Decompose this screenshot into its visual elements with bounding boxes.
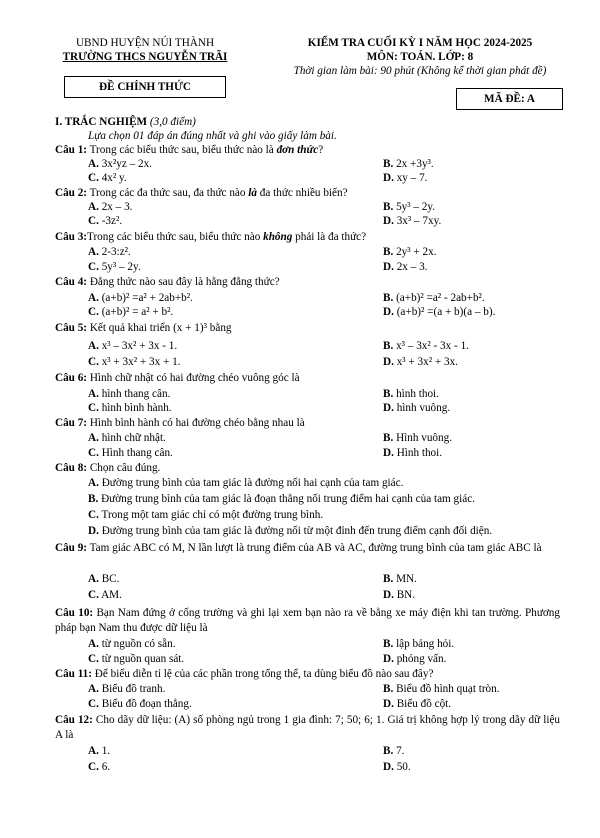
q9-option-b: B. MN. [383, 573, 417, 585]
header-right [260, 36, 580, 78]
q12-option-b: B. 7. [383, 745, 405, 757]
q7-option-d: D. Hình thoi. [383, 447, 443, 459]
question-8: Câu 8: Chọn câu đúng. [55, 462, 161, 474]
question-3: Câu 3:Trong các biểu thức sau, biểu thức nào không phải là đa thức? [55, 231, 367, 243]
q1-option-d: D. xy – 7. [383, 172, 428, 184]
q10-option-c: C. từ nguồn quan sát. [88, 653, 185, 665]
q3-option-d: D. 2x – 3. [383, 261, 428, 273]
q9-option-d: D. BN. [383, 589, 416, 601]
q9-option-c: C. AM. [88, 589, 122, 601]
q12-option-a: A. 1. [88, 745, 111, 757]
q5-option-c: C. x³ + 3x² + 3x + 1. [88, 356, 181, 368]
school-name: TRƯỜNG THCS NGUYỄN TRÃI [62, 51, 228, 63]
q3-option-c: C. 5y³ – 2y. [88, 261, 141, 273]
q11-option-c: C. Biểu đồ đoạn thẳng. [88, 698, 192, 710]
section-points: (3,0 điểm) [149, 116, 196, 128]
q8-option-b: B. Đường trung bình của tam giác là đoạn thẳng nối trung điểm hai cạnh của tam giác. [88, 493, 475, 505]
q2-option-a: A. 2x – 3. [88, 201, 133, 213]
q12-option-d: D. 50. [383, 761, 411, 773]
q12-option-c: C. 6. [88, 761, 111, 773]
question-1: Câu 1: Trong các biểu thức sau, biểu thức nào là đơn thức? [55, 144, 324, 156]
question-10: Câu 10: Bạn Nam đứng ở cổng trường và ghi lại xem bạn nào ra về bằng xe máy điện khi tan trường. Phương pháp bạn Nam thu được dữ liệu là [55, 607, 560, 634]
q2-option-b: B. 5y³ – 2y. [383, 201, 436, 213]
q1-option-a: A. 3x²yz – 2x. [88, 158, 152, 170]
q1-option-c: C. 4x² y. [88, 172, 127, 184]
q6-option-c: C. hình bình hành. [88, 402, 172, 414]
q4-option-d: D. (a+b)² =(a + b)(a – b). [383, 306, 496, 318]
question-9: Câu 9: Tam giác ABC có M, N lần lượt là trung điểm của AB và AC, đường trung bình của tam giác ABC là [55, 542, 542, 554]
q2-option-d: D. 3x³ – 7xy. [383, 215, 442, 227]
q10-option-a: A. từ nguồn có sẵn. [88, 638, 176, 650]
question-4: Câu 4: Đẳng thức nào sau đây là hằng đẳng thức? [55, 276, 280, 288]
question-11: Câu 11: Để biểu diễn tỉ lệ của các phần trong tổng thể, ta dùng biểu đồ nào sau đây? [55, 668, 434, 680]
q6-option-b: B. hình thoi. [383, 388, 439, 400]
q11-option-b: B. Biểu đồ hình quạt tròn. [383, 683, 500, 695]
section-title: I. TRẮC NGHIỆM [55, 116, 148, 128]
section-heading [55, 116, 196, 129]
q4-option-a: A. (a+b)² =a² + 2ab+b². [88, 292, 193, 304]
q10-option-b: B. lập bảng hỏi. [383, 638, 455, 650]
q4-option-c: C. (a+b)² = a² + b². [88, 306, 174, 318]
exam-code: MÃ ĐỀ: A [484, 93, 535, 105]
question-2: Câu 2: Trong các đa thức sau, đa thức nào là đa thức nhiều biến? [55, 187, 348, 199]
q6-option-d: D. hình vuông. [383, 402, 451, 414]
q9-option-a: A. BC. [88, 573, 120, 585]
q3-option-a: A. 2-3:z². [88, 246, 131, 258]
q7-option-c: C. Hình thang cân. [88, 447, 173, 459]
header-left [40, 36, 250, 64]
q6-option-a: A. hình thang cân. [88, 388, 171, 400]
q11-option-a: A. Biểu đồ tranh. [88, 683, 166, 695]
question-12: Câu 12: Cho dãy dữ liệu: (A) số phòng ngủ trong 1 gia đình: 7; 50; 6; 1. Giá trị không hợp lý trong dãy dữ liệu A là [55, 714, 560, 741]
question-7: Câu 7: Hình bình hành có hai đường chéo bằng nhau là [55, 417, 305, 429]
q3-option-b: B. 2y³ + 2x. [383, 246, 437, 258]
official-badge [64, 76, 226, 98]
q8-option-c: C. Trong một tam giác chỉ có một đường trung bình. [88, 509, 324, 521]
q1-option-b: B. 2x +3y³. [383, 158, 434, 170]
q11-option-d: D. Biểu đồ cột. [383, 698, 452, 710]
q5-option-b: B. x³ – 3x² - 3x - 1. [383, 340, 469, 352]
q8-option-d: D. Đường trung bình của tam giác là đường nối từ một đỉnh đến trung điểm cạnh đối diện. [88, 525, 493, 537]
official-label: ĐỀ CHÍNH THỨC [99, 81, 191, 93]
question-6: Câu 6: Hình chữ nhật có hai đường chéo vuông góc là [55, 372, 300, 384]
q2-option-c: C. -3z². [88, 215, 123, 227]
district-name: UBND HUYỆN NÚI THÀNH [75, 37, 215, 49]
q10-option-d: D. phỏng vấn. [383, 653, 447, 665]
section-instruction: Lựa chọn 01 đáp án đúng nhất và ghi vào giấy làm bài. [88, 130, 337, 142]
q5-option-d: D. x³ + 3x² + 3x. [383, 356, 458, 368]
question-5: Câu 5: Kết quả khai triển (x + 1)³ bằng [55, 322, 232, 334]
q7-option-a: A. hình chữ nhật. [88, 432, 166, 444]
duration-line: Thời gian làm bài: 90 phút (Không kể thời gian phát đề) [293, 65, 547, 77]
exam-title: KIỂM TRA CUỐI KỲ I NĂM HỌC 2024-2025 [307, 37, 533, 49]
q5-option-a: A. x³ – 3x² + 3x - 1. [88, 340, 178, 352]
q8-option-a: A. Đường trung bình của tam giác là đường nối hai cạnh của tam giác. [88, 477, 404, 489]
q4-option-b: B. (a+b)² =a² - 2ab+b². [383, 292, 485, 304]
exam-code-box [456, 88, 563, 110]
subject-line: MÔN: TOÁN. LỚP: 8 [366, 51, 474, 63]
q7-option-b: B. Hình vuông. [383, 432, 452, 444]
